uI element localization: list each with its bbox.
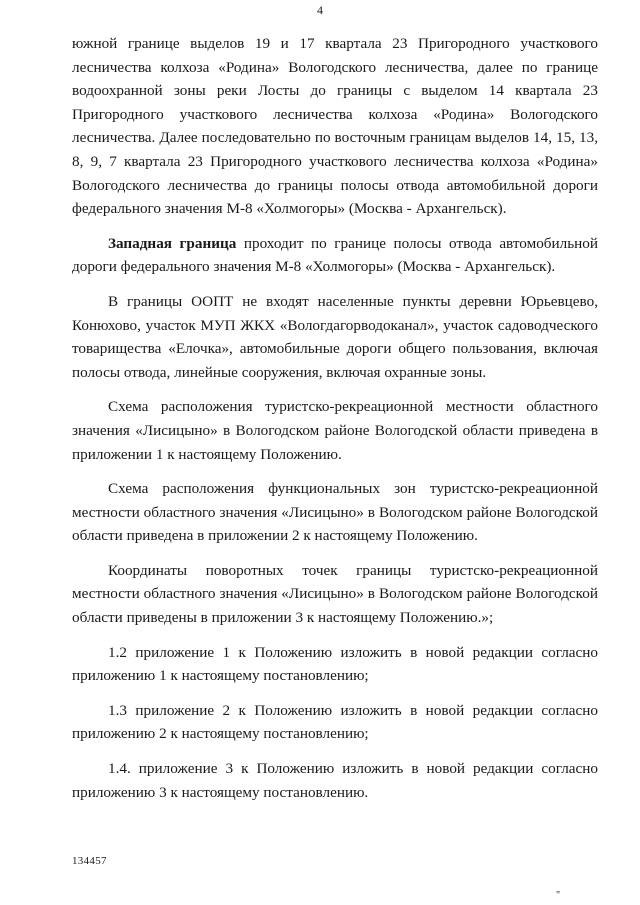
corner-mark: ": [556, 890, 561, 901]
paragraph-appendix-1-scheme: Схема расположения туристско-рекреационной местности областного значения «Лисицыно» в Вологодском районе Вологодской области приведена в приложении 1 к настоящему Положению.: [72, 398, 598, 463]
paragraph-excluded-areas: В границы ООПТ не входят населенные пункты деревни Юрьевцево, Конюхово, участок МУП ЖКХ «Вологдагорводоканал», участок садоводческого товарищества «Елочка», автомобильные дороги общего пользования, включая полосы отвода, линейные сооружения, включая охранные зоны.: [72, 292, 598, 381]
paragraph-boundary-continuation: южной границе выделов 19 и 17 квартала 23 Пригородного участкового лесничества колхоза «Родина» Вологодского лесничества, далее по границе водоохранной зоны реки Лосты до границы с выделом 14 квартала 23 Пригородного участкового лесничества колхоза «Родина» Вологодского лесничества. Далее последовательно по восточным границам выделов 14, 15, 13, 8, 9, 7 квартала 23 Пригородного участкового лесничества колхоза «Родина» Вологодского лесничества до границы полосы отвода автомобильной дороги федерального значения М-8 «Холмогоры» (Москва - Архангельск).: [72, 35, 598, 218]
paragraph-appendix-2-scheme: Схема расположения функциональных зон туристско-рекреационной местности областного значения «Лисицыно» в Вологодском районе Вологодской области приведена в приложении 2 к настоящему Положению.: [72, 480, 598, 545]
document-body: [72, 32, 598, 804]
paragraph-item-1-3: 1.3 приложение 2 к Положению изложить в новой редакции согласно приложению 2 к настоящему постановлению;: [72, 701, 598, 743]
paragraph-item-1-2: 1.2 приложение 1 к Положению изложить в новой редакции согласно приложению 1 к настоящему постановлению;: [72, 643, 598, 685]
paragraph-item-1-4: 1.4. приложение 3 к Положению изложить в новой редакции согласно приложению 3 к настоящему постановлению.: [72, 760, 598, 801]
paragraph-western-boundary: [72, 232, 598, 279]
paragraph-appendix-3-coordinates: Координаты поворотных точек границы туристско-рекреационной местности областного значения «Лисицыно» в Вологодском районе Вологодской области приведены в приложении 3 к настоящему Положению.»;: [72, 561, 598, 627]
western-boundary-heading: Западная граница: [108, 234, 237, 252]
document-id: 134457: [72, 855, 107, 867]
page-number: 4: [317, 3, 323, 17]
western-boundary-text: проходит по границе полосы отвода автомобильной дороги федерального значения М-8 «Холмогоры» (Москва - Архангельск).: [72, 234, 599, 276]
